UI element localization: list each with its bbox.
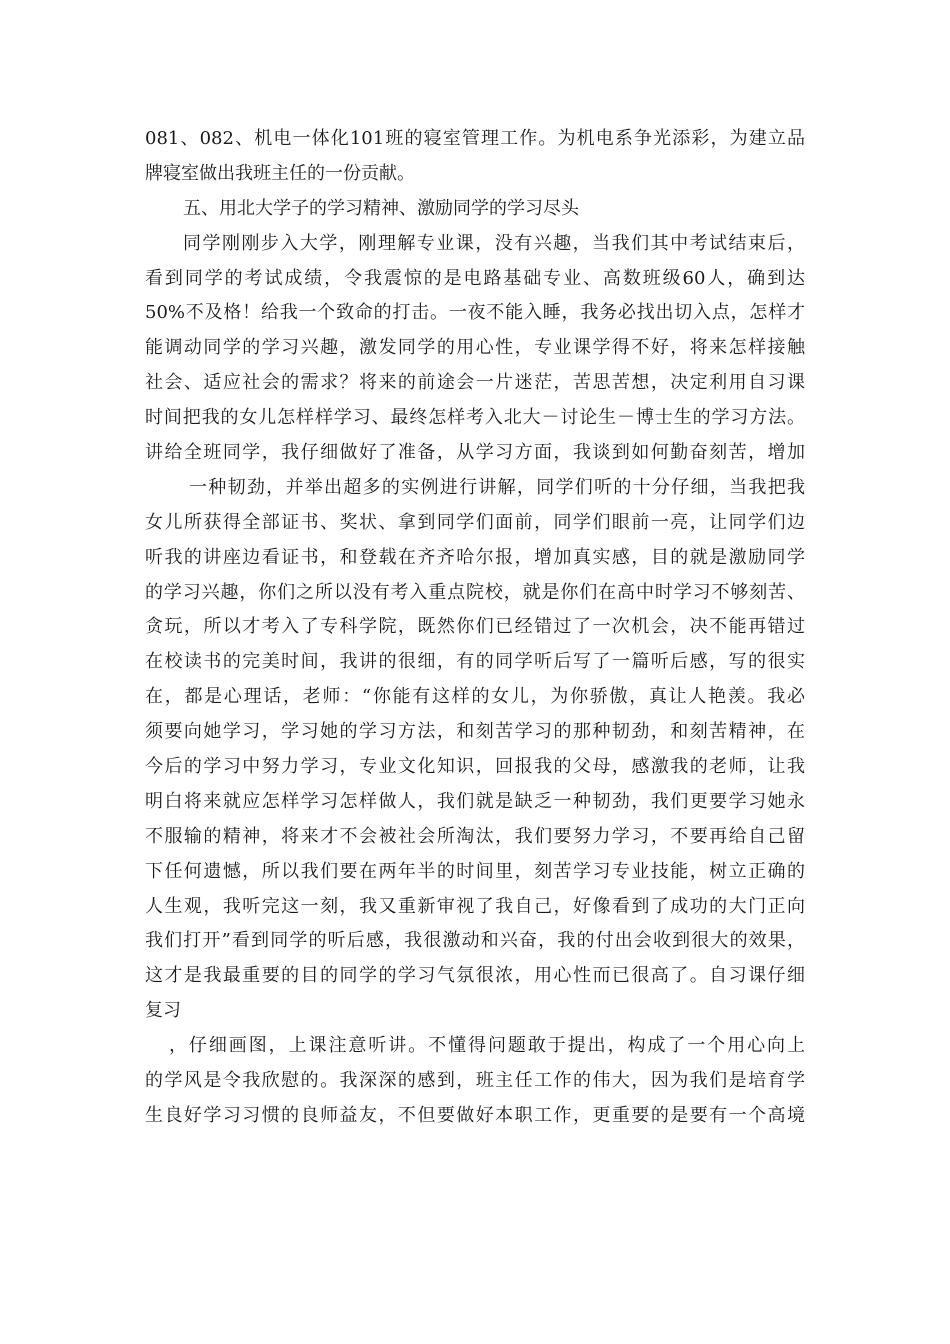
text-line: 生良好学习习惯的良师益友，不但要做好本职工作，更重要的是要有一个高境 [145, 1104, 805, 1126]
text-line: 听我的讲座边看证书，和登载在齐齐哈尔报，增加真实感，目的就是激励同学 [145, 546, 805, 568]
document-body [145, 122, 805, 1134]
section-heading: 五、用北大学子的学习精神、激励同学的学习尽头 [183, 197, 579, 219]
text-line: 不服输的精神，将来才不会被社会所淘汰，我们要努力学习，不要再给自己留 [145, 825, 805, 847]
text-line: 081、082、机电一体化101班的寝室管理工作。为机电系争光添彩，为建立品 [145, 128, 805, 149]
text-line: 这才是我最重要的目的同学的学习气氛很浓，用心性而已很高了。自习课仔细 [145, 965, 805, 987]
text-line: 贪玩，所以才考入了专科学院，既然你们已经错过了一次机会，决不能再错过 [145, 616, 805, 638]
text-line: 人生观，我听完这一刻，我又重新审视了我自己，好像看到了成功的大门正向 [145, 895, 805, 917]
text-line: 女儿所获得全部证书、奖状、拿到同学们面前，同学们眼前一亮，让同学们边 [145, 511, 805, 533]
text-line: 明白将来就应怎样学习怎样做人，我们就是缺乏一种韧劲，我们更要学习她永 [145, 790, 805, 812]
text-line: 社会、适应社会的需求？将来的前途会一片迷茫，苦思苦想，决定利用自习课 [145, 372, 805, 394]
text-line: 在校读书的完美时间，我讲的很细，有的同学听后写了一篇听后感，写的很实 [145, 651, 805, 673]
text-line: 在，都是心理话，老师：“你能有这样的女儿，为你骄傲，真让人艳羡。我必 [145, 686, 805, 708]
text-line: 时间把我的女儿怎样样学习、最终怎样考入北大－讨论生－博士生的学习方法。 [145, 407, 805, 429]
text-line: ，仔细画图，上课注意听讲。不懂得问题敢于提出，构成了一个用心向上 [169, 1035, 805, 1057]
text-line: 今后的学习中努力学习，专业文化知识，回报我的父母，感激我的老师，让我 [145, 756, 805, 778]
text-line: 须要向她学习，学习她的学习方法，和刻苦学习的那种韧劲，和刻苦精神，在 [145, 721, 805, 743]
text-line: 50%不及格！给我一个致命的打击。一夜不能入睡，我务必找出切入点，怎样才 [145, 302, 805, 324]
text-line: 看到同学的考试成绩，令我震惊的是电路基础专业、高数班级60人，确到达 [145, 267, 805, 289]
text-line: 讲给全班同学，我仔细做好了准备，从学习方面，我谈到如何勤奋刻苦，增加 [145, 442, 805, 464]
text-line: 的学风是令我欣慰的。我深深的感到，班主任工作的伟大，因为我们是培育学 [145, 1070, 805, 1092]
text-line: 一种韧劲，并举出超多的实例进行讲解，同学们听的十分仔细，当我把我 [189, 476, 805, 498]
text-line: 能调动同学的学习兴趣，激发同学的用心性，专业课学得不好，将来怎样接触 [145, 337, 805, 359]
text-line: 牌寝室做出我班主任的一份贡献。 [145, 162, 415, 184]
text-line: 我们打开”看到同学的听后感，我很激动和兴奋，我的付出会收到很大的效果， [145, 930, 805, 952]
text-line: 的学习兴趣，你们之所以没有考入重点院校，就是你们在高中时学习不够刻苦、 [145, 581, 805, 603]
text-line: 下任何遗憾，所以我们要在两年半的时间里，刻苦学习专业技能，树立正确的 [145, 860, 805, 882]
text-line: 复习 [145, 1000, 181, 1022]
text-line: 同学刚刚步入大学，刚理解专业课，没有兴趣，当我们其中考试结束后， [183, 232, 805, 254]
